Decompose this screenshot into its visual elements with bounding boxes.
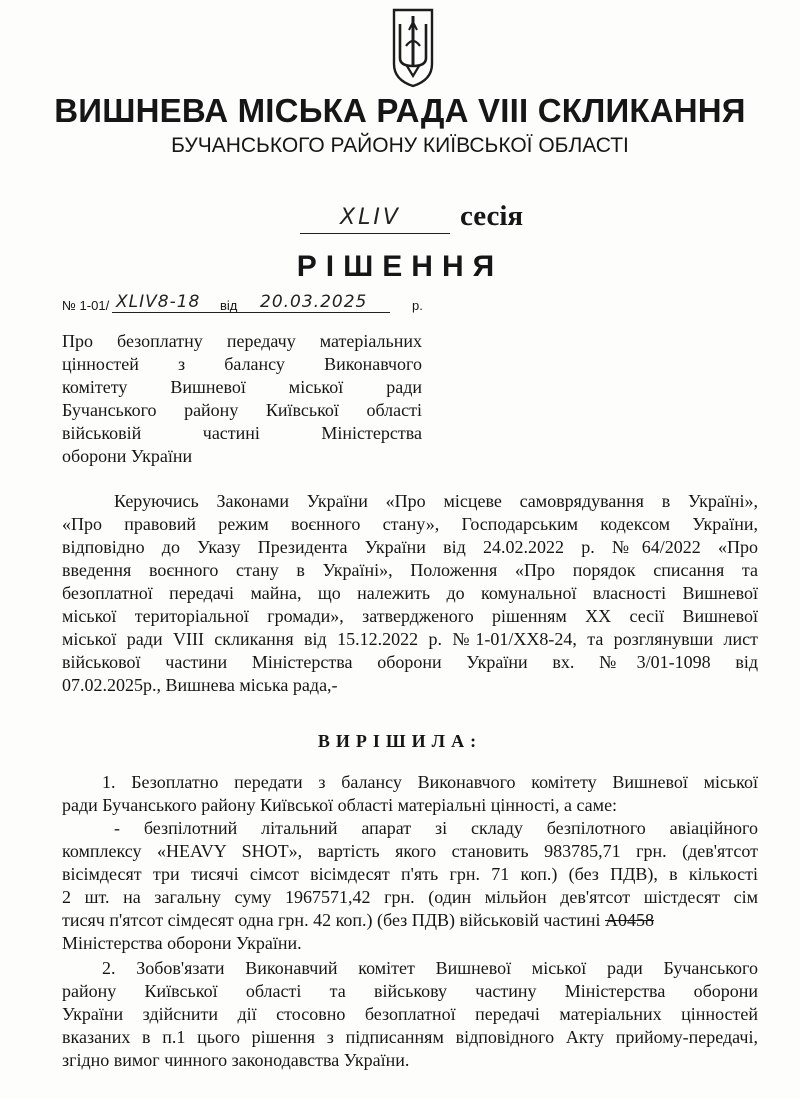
item-line-text: тисяч п'ятсот сімдесят одна грн. 42 коп.) (без ПДВ) військовій частині xyxy=(62,910,601,930)
item-line: - безпілотний літальний апарат зі складу безпілотного авіаційного xyxy=(114,818,758,838)
item-line: 2. Зобов'язати Виконавчий комітет Вишневої міської ради Бучанського xyxy=(102,958,758,978)
item-line: 1. Безоплатно передати з балансу Виконавчого комітету Вишневої міської xyxy=(102,772,758,792)
session-label: сесія xyxy=(460,200,524,232)
preamble-line: військової частини Міністерства оборони України вх. №3/01-1098 від xyxy=(62,652,758,672)
resolution-item-1 xyxy=(62,771,758,955)
decision-from-label: від xyxy=(220,298,238,313)
subject-line: цінностей з балансу Виконавчого xyxy=(62,354,422,374)
subject-line: оборони України xyxy=(62,446,193,466)
preamble-line: Керуючись Законами України «Про місцеве самоврядування в Україні», xyxy=(114,491,758,511)
subject-line: комітету Вишневої міської ради xyxy=(62,377,422,397)
decision-subject xyxy=(62,330,422,468)
resolution-item-2 xyxy=(62,957,758,1072)
council-name: ВИШНЕВА МІСЬКА РАДА VIII СКЛИКАННЯ xyxy=(54,92,746,129)
subject-line: Бучанського району Київської області xyxy=(62,400,422,420)
subject-line: Про безоплатну передачу матеріальних xyxy=(62,331,422,351)
preamble-line: відповідно до Указу Президента України від 24.02.2022 р. №64/2022 «Про xyxy=(62,537,758,557)
preamble-line: 07.02.2025р., Вишнева міська рада,- xyxy=(62,675,338,695)
resolved-heading: ВИРІШИЛА: xyxy=(317,731,483,751)
decision-title: РІШЕННЯ xyxy=(296,250,504,283)
item-line xyxy=(62,909,758,932)
preamble-line: «Про правовий режим воєнного стану», Господарським кодексом України, xyxy=(62,514,758,534)
struck-unit-number: А0458 xyxy=(605,910,654,930)
preamble-line: міської територіальної громади», затвердженого рішенням ХХ сесії Вишневої xyxy=(62,606,758,626)
item-line: згідно вимог чинного законодавства України. xyxy=(62,1050,410,1070)
preamble-line: безоплатної передачі майна, що належить до комунальної власності Вишневої xyxy=(62,583,758,603)
decision-year-suffix: р. xyxy=(412,298,423,313)
preamble-line: міської ради VIII скликання від 15.12.2022 р. №1-01/ХХ8-24, та розглянувши лист xyxy=(62,629,758,649)
item-line: Міністерства оборони України. xyxy=(62,933,302,953)
item-line: вісімдесят три тисячі сімсот вісімдесят п'ять грн. 71 коп.) (без ПДВ), в кількості xyxy=(62,864,758,884)
decision-number: XLIV8-18 xyxy=(116,292,201,312)
session-number: XLIV xyxy=(340,205,401,230)
item-line: вказаних в п.1 цього рішення з підписанням відповідного Акту прийому-передачі, xyxy=(62,1027,758,1047)
item-line: комплексу «HEAVY SHOT», вартість якого становить 983785,71 грн. (дев'ятсот xyxy=(62,841,758,861)
item-line: ради Бучанського району Київської області матеріальні цінності, а саме: xyxy=(62,795,618,815)
decision-date: 20.03.2025 xyxy=(260,292,368,312)
preamble-line: введення воєнного стану в Україні», Положення «Про порядок списання та xyxy=(62,560,758,580)
subject-line: військовій частині Міністерства xyxy=(62,423,422,443)
council-district: БУЧАНСЬКОГО РАЙОНУ КИЇВСЬКОЇ ОБЛАСТІ xyxy=(171,134,629,157)
decision-number-prefix: № 1-01/ xyxy=(62,298,110,313)
trident-emblem-icon xyxy=(388,6,438,90)
item-line: України здійснити дії стосовно безоплатної передачі матеріальних цінностей xyxy=(62,1004,758,1024)
item-line: 2 шт. на загальну суму 1967571,42 грн. (один мільйон дев'ятсот шістдесят сім xyxy=(62,887,758,907)
preamble-paragraph xyxy=(62,490,758,697)
item-line: району Київської області та військову частину Міністерства оборони xyxy=(62,981,758,1001)
